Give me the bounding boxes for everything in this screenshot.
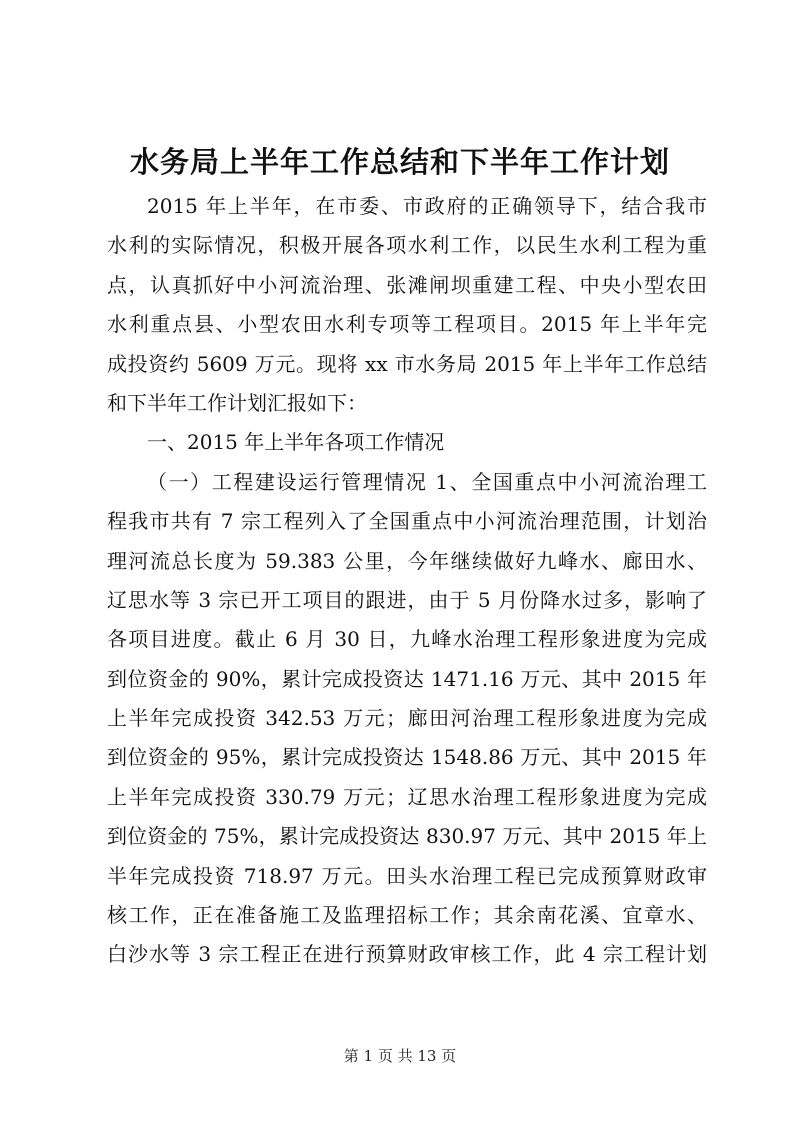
document-title: 水务局上半年工作总结和下半年工作计划 bbox=[129, 145, 670, 179]
paragraph-line: 成投资约 5609 万元。现将 xx 市水务局 2015 年上半年工作总结 bbox=[107, 351, 707, 376]
paragraph-line: 到位资金的 75%，累计完成投资达 830.97 万元、其中 2015 年上 bbox=[107, 824, 707, 849]
paragraph-line: 上半年完成投资 342.53 万元；廊田河治理工程形象进度为完成 bbox=[107, 706, 707, 731]
paragraph-line: 和下半年工作计划汇报如下： bbox=[107, 390, 367, 415]
paragraph-line: 核工作，正在准备施工及监理招标工作；其余南花溪、宜章水、 bbox=[107, 903, 707, 928]
page-number-footer: 第 1 页 共 13 页 bbox=[343, 1047, 457, 1065]
paragraph-line: （一）工程建设运行管理情况 1、全国重点中小河流治理工 bbox=[147, 469, 707, 494]
paragraph-line: 水利的实际情况，积极开展各项水利工作，以民生水利工程为重 bbox=[107, 233, 707, 258]
paragraph-line: 辽思水等 3 宗已开工项目的跟进，由于 5 月份降水过多，影响了 bbox=[107, 587, 707, 612]
paragraph-line: 到位资金的 95%，累计完成投资达 1548.86 万元、其中 2015 年 bbox=[107, 745, 707, 770]
paragraph-line: 白沙水等 3 宗工程正在进行预算财政审核工作，此 4 宗工程计划 bbox=[107, 942, 707, 967]
paragraph-line: 水利重点县、小型农田水利专项等工程项目。2015 年上半年完 bbox=[107, 312, 707, 337]
paragraph-line: 上半年完成投资 330.79 万元；辽思水治理工程形象进度为完成 bbox=[107, 784, 707, 809]
document-body bbox=[107, 187, 707, 975]
paragraph-line: 理河流总长度为 59.383 公里，今年继续做好九峰水、廊田水、 bbox=[107, 548, 707, 573]
section-heading: 一、2015 年上半年各项工作情况 bbox=[147, 430, 445, 455]
paragraph-line: 2015 年上半年，在市委、市政府的正确领导下，结合我市 bbox=[147, 194, 707, 218]
paragraph-line: 半年完成投资 718.97 万元。田头水治理工程已完成预算财政审 bbox=[107, 863, 707, 888]
paragraph-line: 到位资金的 90%，累计完成投资达 1471.16 万元、其中 2015 年 bbox=[107, 666, 707, 691]
paragraph-line: 各项目进度。截止 6 月 30 日，九峰水治理工程形象进度为完成 bbox=[107, 627, 707, 652]
paragraph-line: 点，认真抓好中小河流治理、张滩闸坝重建工程、中央小型农田 bbox=[107, 272, 707, 297]
paragraph-line: 程我市共有 7 宗工程列入了全国重点中小河流治理范围，计划治 bbox=[107, 509, 707, 534]
